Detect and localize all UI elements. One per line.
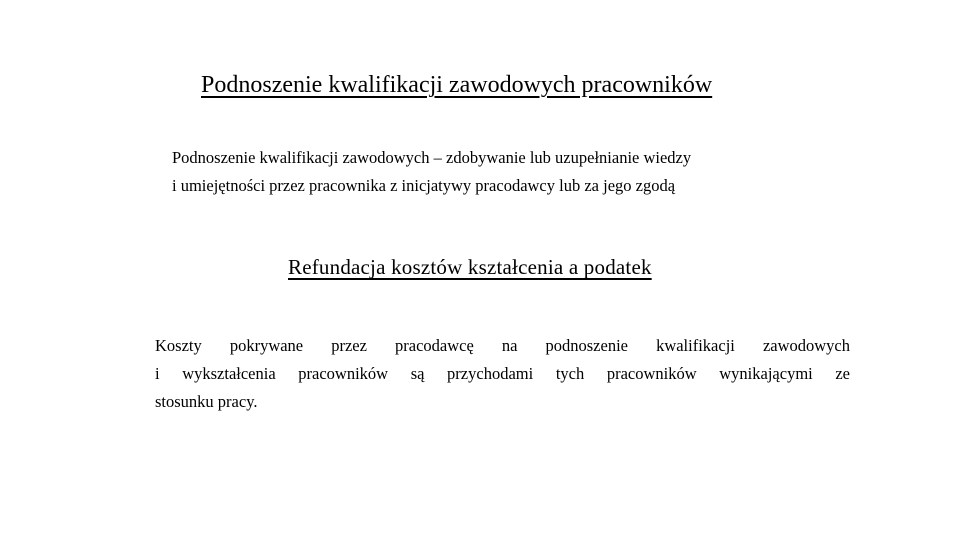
tax-note-line-2: i wykształcenia pracowników są przychodami tych pracowników wynikającymi ze (155, 364, 850, 383)
tax-note-line-1: Koszty pokrywane przez pracodawcę na podnoszenie kwalifikacji zawodowych (155, 336, 850, 355)
section-subtitle: Refundacja kosztów kształcenia a podatek (288, 255, 652, 279)
definition-line-2: i umiejętności przez pracownika z inicjatywy pracodawcy lub za jego zgodą (172, 176, 676, 195)
tax-note-paragraph (155, 332, 855, 416)
tax-note-line-3: stosunku pracy. (155, 392, 258, 411)
slide-title: Podnoszenie kwalifikacji zawodowych pracowników (201, 72, 713, 98)
definition-line-1: Podnoszenie kwalifikacji zawodowych – zdobywanie lub uzupełnianie wiedzy (172, 148, 692, 167)
definition-paragraph (172, 144, 852, 200)
